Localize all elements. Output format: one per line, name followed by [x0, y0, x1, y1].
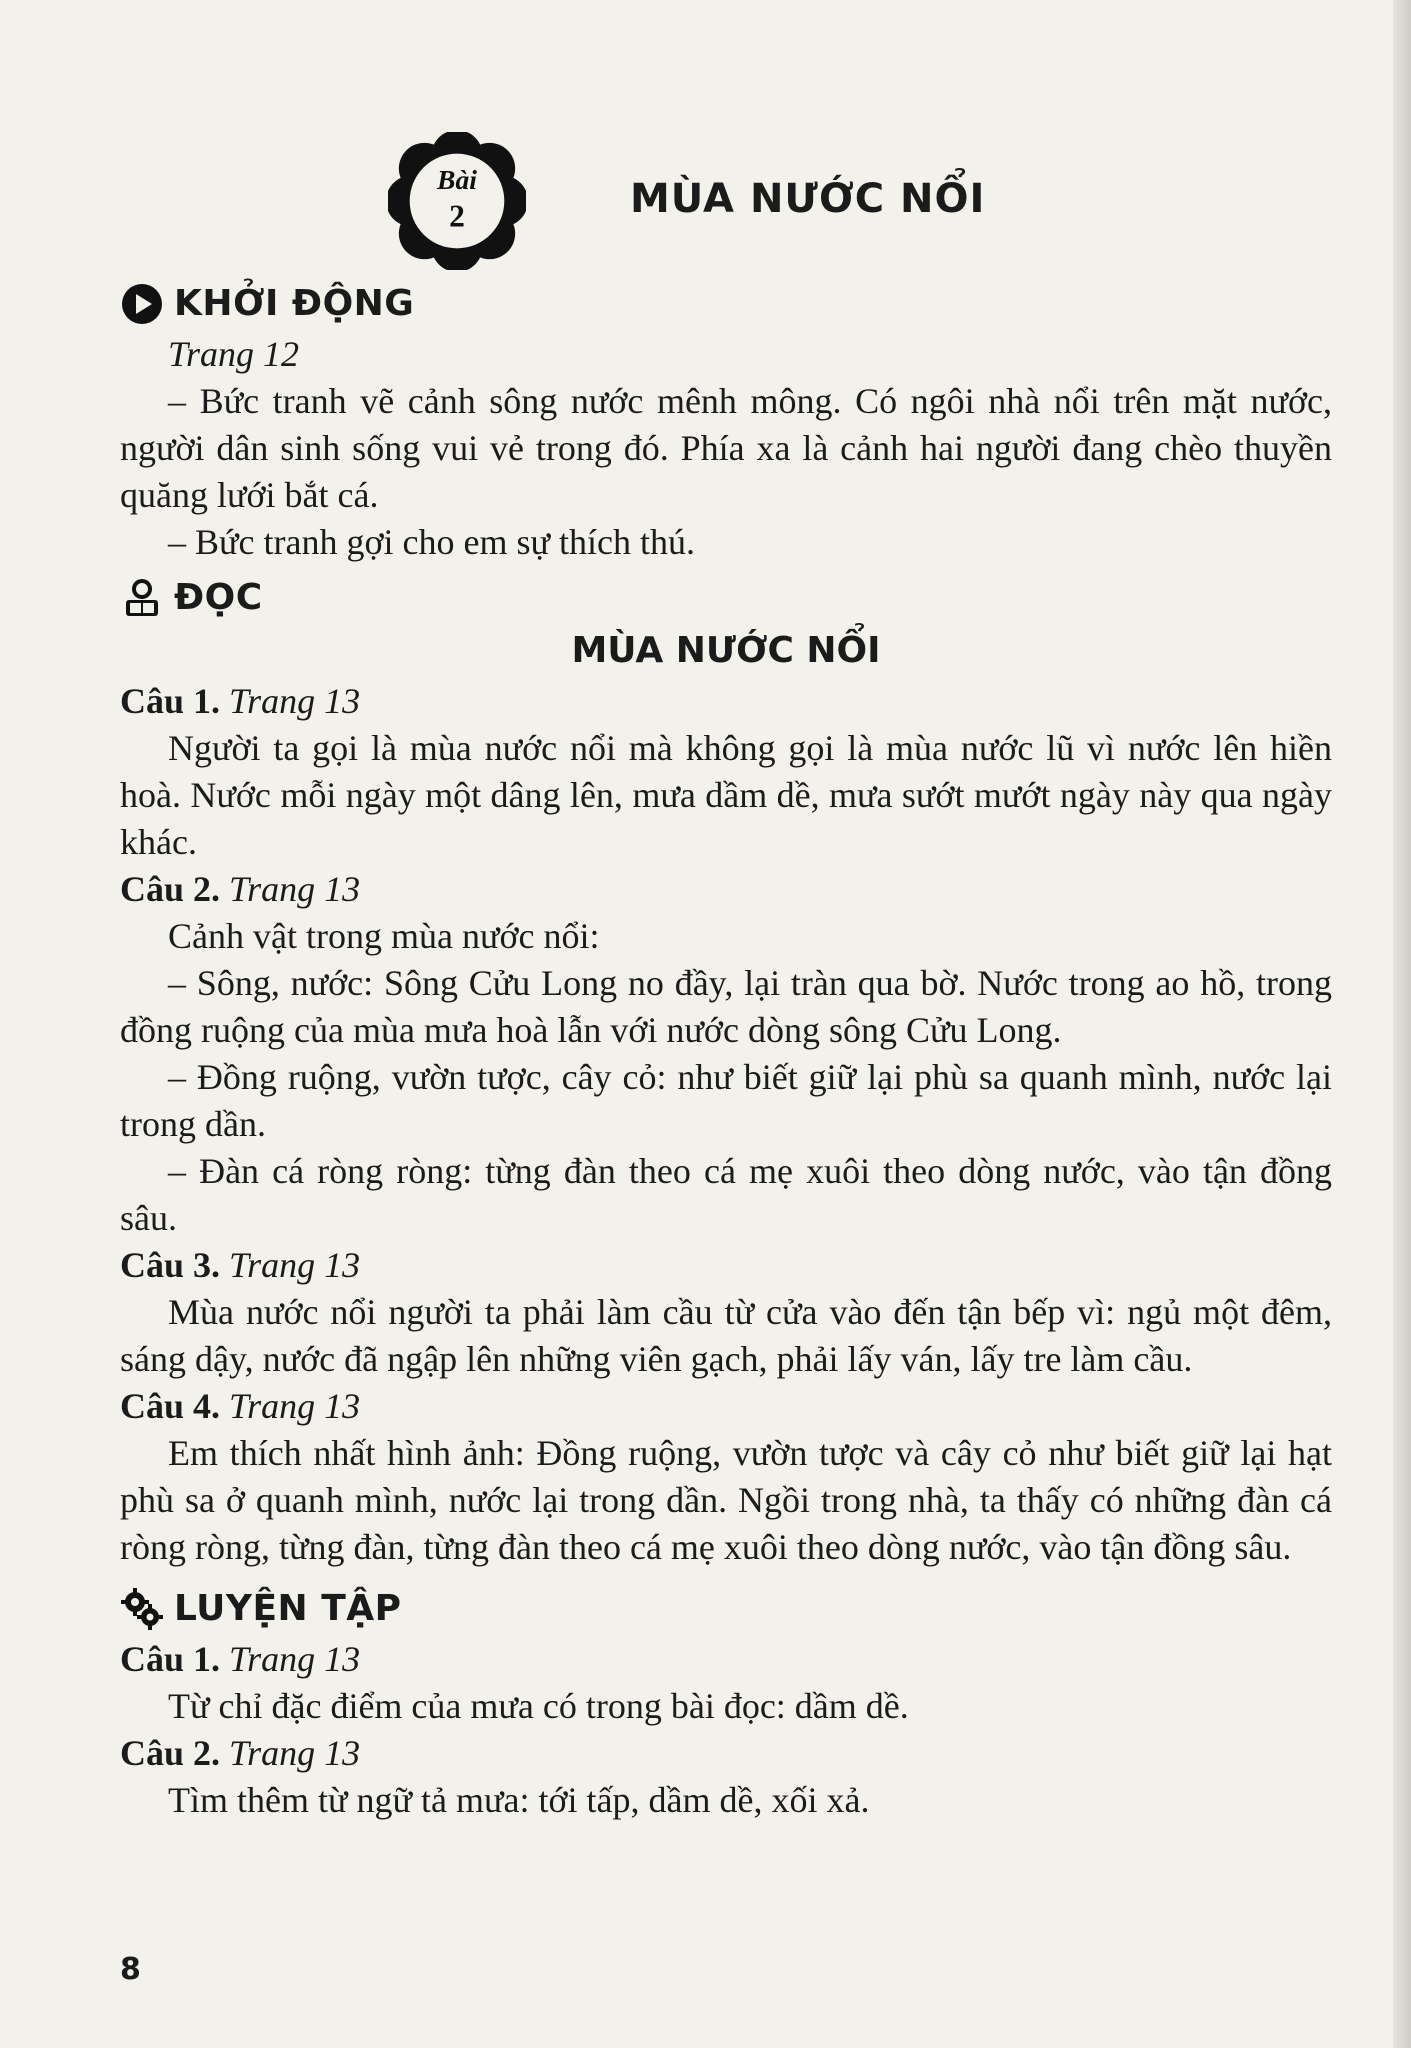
question-header: [120, 1730, 1332, 1777]
question-label: Câu 2.: [120, 869, 221, 909]
page-ref: Trang 13: [229, 1639, 361, 1679]
section-heading: ĐỌC: [174, 577, 263, 618]
lesson-header: [120, 132, 1332, 272]
page-ref: Trang 13: [229, 1245, 361, 1285]
play-circle-icon: [120, 282, 164, 326]
paragraph: – Đồng ruộng, vườn tược, cây cỏ: như biết giữ lại phù sa quanh mình, nước lại trong dần.: [120, 1057, 1332, 1144]
section-doc: [120, 574, 1332, 621]
section-luyen-tap: [120, 1585, 1332, 1632]
paragraph: Từ chỉ đặc điểm của mưa có trong bài đọc: dầm dề.: [168, 1686, 909, 1726]
page-ref: Trang 13: [229, 1386, 361, 1426]
paragraph: Em thích nhất hình ảnh: Đồng ruộng, vườn tược và cây cỏ như biết giữ lại hạt phù sa ở quanh mình, nước lại trong dần. Ngồi trong nhà, ta thấy có những đàn cá ròng ròng, từng đàn, từng đàn theo cá mẹ xuôi theo dòng nước, vào tận đồng sâu.: [120, 1433, 1332, 1567]
question-header: [120, 678, 1332, 725]
page-ref: Trang 13: [229, 681, 361, 721]
paragraph: Người ta gọi là mùa nước nổi mà không gọi là mùa nước lũ vì nước lên hiền hoà. Nước mỗi ngày một dâng lên, mưa dầm dề, mưa sướt mướt ngày này qua ngày khác.: [120, 728, 1332, 862]
section-heading: LUYỆN TẬP: [174, 1588, 402, 1629]
paragraph: – Đàn cá ròng ròng: từng đàn theo cá mẹ xuôi theo dòng nước, vào tận đồng sâu.: [120, 1151, 1332, 1238]
question-label: Câu 2.: [120, 1733, 221, 1773]
question-header: [120, 866, 1332, 913]
page-ref: Trang 13: [229, 869, 361, 909]
section-khoi-dong: [120, 280, 1332, 327]
reading-title: MÙA NƯỚC NỔI: [571, 630, 881, 671]
reading-student-icon: [120, 576, 164, 620]
paragraph: – Sông, nước: Sông Cửu Long no đầy, lại tràn qua bờ. Nước trong ao hồ, trong đồng ruộng của mùa mưa hoà lẫn với nước dòng sông Cửu Long.: [120, 963, 1332, 1050]
question-label: Câu 1.: [120, 1639, 221, 1679]
question-label: Câu 4.: [120, 1386, 221, 1426]
lesson-label: Bài: [437, 164, 477, 196]
paragraph: – Bức tranh vẽ cảnh sông nước mênh mông. Có ngôi nhà nổi trên mặt nước, người dân sinh sống vui vẻ trong đó. Phía xa là cảnh hai người đang chèo thuyền quăng lưới bắt cá.: [120, 381, 1332, 515]
paragraph: – Bức tranh gợi cho em sự thích thú.: [168, 522, 695, 562]
flower-badge-icon: [388, 132, 526, 270]
question-label: Câu 1.: [120, 681, 221, 721]
question-header: [120, 1242, 1332, 1289]
paragraph: Mùa nước nổi người ta phải làm cầu từ cửa vào đến tận bếp vì: ngủ một đêm, sáng dậy, nước đã ngập lên những viên gạch, phải lấy ván, lấy tre làm cầu.: [120, 1292, 1332, 1379]
question-header: [120, 1383, 1332, 1430]
question-header: [120, 1636, 1332, 1683]
section-heading: KHỞI ĐỘNG: [174, 283, 415, 324]
page-ref: Trang 13: [229, 1733, 361, 1773]
question-label: Câu 3.: [120, 1245, 221, 1285]
page-ref: Trang 12: [168, 334, 300, 374]
page-content: [120, 132, 1332, 1824]
paragraph: Tìm thêm từ ngữ tả mưa: tới tấp, dầm dề, xối xả.: [168, 1780, 870, 1820]
lesson-title: MÙA NƯỚC NỔI: [630, 176, 986, 222]
gears-icon: [120, 1587, 164, 1631]
lesson-number: 2: [449, 198, 465, 234]
page-number: 8: [120, 1952, 141, 1987]
page-edge: [1393, 0, 1411, 2048]
paragraph: Cảnh vật trong mùa nước nổi:: [168, 916, 600, 956]
